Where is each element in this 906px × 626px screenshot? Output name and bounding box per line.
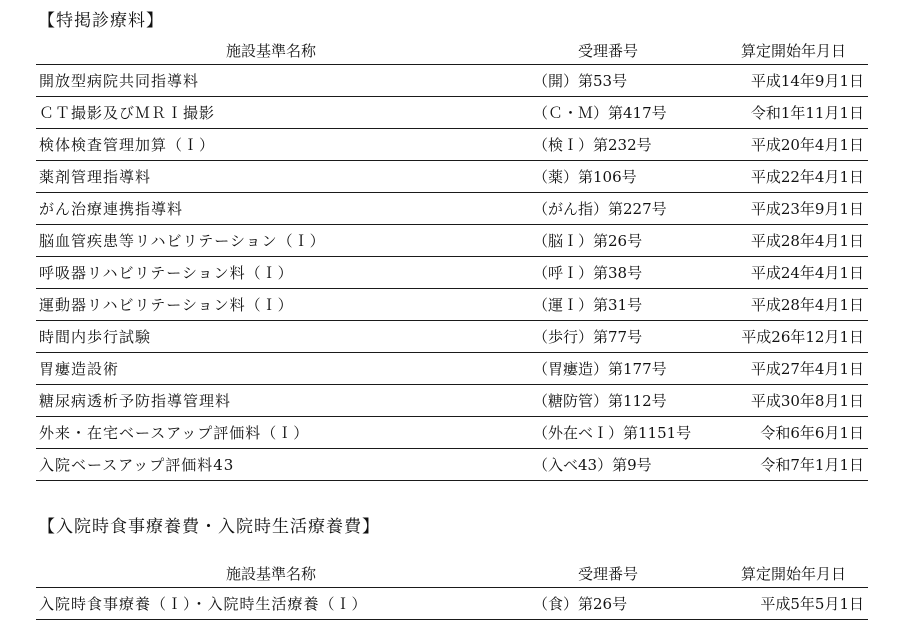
table-row	[36, 225, 868, 257]
acceptance-number: （Ｃ・Ｍ）第417号	[533, 97, 723, 129]
table-header-row	[36, 559, 868, 588]
start-date: 平成30年8月1日	[723, 385, 868, 417]
acceptance-number: （薬）第106号	[533, 161, 723, 193]
column-header-name: 施設基準名称	[226, 41, 317, 60]
section-title-inpatient-meal-fees: 【入院時食事療養費・入院時生活療養費】	[38, 517, 380, 537]
start-date: 平成20年4月1日	[723, 129, 868, 161]
start-date: 平成14年9月1日	[723, 65, 868, 97]
start-date: 平成22年4月1日	[723, 161, 868, 193]
standard-name: 入院時食事療養（Ｉ）・入院時生活療養（Ｉ）	[36, 588, 533, 620]
acceptance-number: （糖防管）第112号	[533, 385, 723, 417]
table-header-row	[36, 36, 868, 65]
acceptance-number: （脳Ｉ）第26号	[533, 225, 723, 257]
start-date: 平成23年9月1日	[723, 193, 868, 225]
table-row	[36, 193, 868, 225]
acceptance-number: （外在ベＩ）第1151号	[533, 417, 723, 449]
standard-name: 糖尿病透析予防指導管理料	[36, 385, 533, 417]
table-row	[36, 289, 868, 321]
column-header-date: 算定開始年月日	[740, 41, 846, 60]
inpatient-meal-standards-table	[36, 559, 868, 620]
start-date: 令和1年11月1日	[723, 97, 868, 129]
standard-name: ＣＴ撮影及びＭＲＩ撮影	[36, 97, 533, 129]
table-row	[36, 321, 868, 353]
table-row	[36, 417, 868, 449]
table-row	[36, 588, 868, 620]
column-header-number: 受理番号	[578, 564, 639, 583]
acceptance-number: （がん指）第227号	[533, 193, 723, 225]
standard-name: 入院ベースアップ評価料43	[36, 449, 533, 481]
start-date: 令和7年1月1日	[723, 449, 868, 481]
standard-name: 検体検査管理加算（Ｉ）	[36, 129, 533, 161]
table-row	[36, 353, 868, 385]
column-header-date: 算定開始年月日	[740, 564, 846, 583]
acceptance-number: （歩行）第77号	[533, 321, 723, 353]
facility-standards-table	[36, 36, 868, 481]
start-date: 平成26年12月1日	[723, 321, 868, 353]
table-row	[36, 97, 868, 129]
acceptance-number: （食）第26号	[533, 588, 723, 620]
standard-name: 時間内歩行試験	[36, 321, 533, 353]
table-row	[36, 65, 868, 97]
acceptance-number: （入ベ43）第9号	[533, 449, 723, 481]
acceptance-number: （検Ｉ）第232号	[533, 129, 723, 161]
acceptance-number: （胃瘻造）第177号	[533, 353, 723, 385]
standard-name: 胃瘻造設術	[36, 353, 533, 385]
acceptance-number: （開）第53号	[533, 65, 723, 97]
table-row	[36, 257, 868, 289]
standard-name: 脳血管疾患等リハビリテーション（Ｉ）	[36, 225, 533, 257]
start-date: 平成27年4月1日	[723, 353, 868, 385]
table-row	[36, 129, 868, 161]
start-date: 平成28年4月1日	[723, 225, 868, 257]
start-date: 平成5年5月1日	[723, 588, 868, 620]
acceptance-number: （運Ｉ）第31号	[533, 289, 723, 321]
column-header-name: 施設基準名称	[226, 564, 317, 583]
standard-name: 開放型病院共同指導料	[36, 65, 533, 97]
table-row	[36, 161, 868, 193]
table-row	[36, 385, 868, 417]
acceptance-number: （呼Ｉ）第38号	[533, 257, 723, 289]
standard-name: 呼吸器リハビリテーション料（Ｉ）	[36, 257, 533, 289]
section-title-special-fees: 【特掲診療料】	[38, 11, 164, 31]
standard-name: 外来・在宅ベースアップ評価料（Ｉ）	[36, 417, 533, 449]
column-header-number: 受理番号	[578, 41, 639, 60]
start-date: 令和6年6月1日	[723, 417, 868, 449]
start-date: 平成24年4月1日	[723, 257, 868, 289]
standard-name: がん治療連携指導料	[36, 193, 533, 225]
start-date: 平成28年4月1日	[723, 289, 868, 321]
standard-name: 薬剤管理指導料	[36, 161, 533, 193]
table-row	[36, 449, 868, 481]
standard-name: 運動器リハビリテーション料（Ｉ）	[36, 289, 533, 321]
